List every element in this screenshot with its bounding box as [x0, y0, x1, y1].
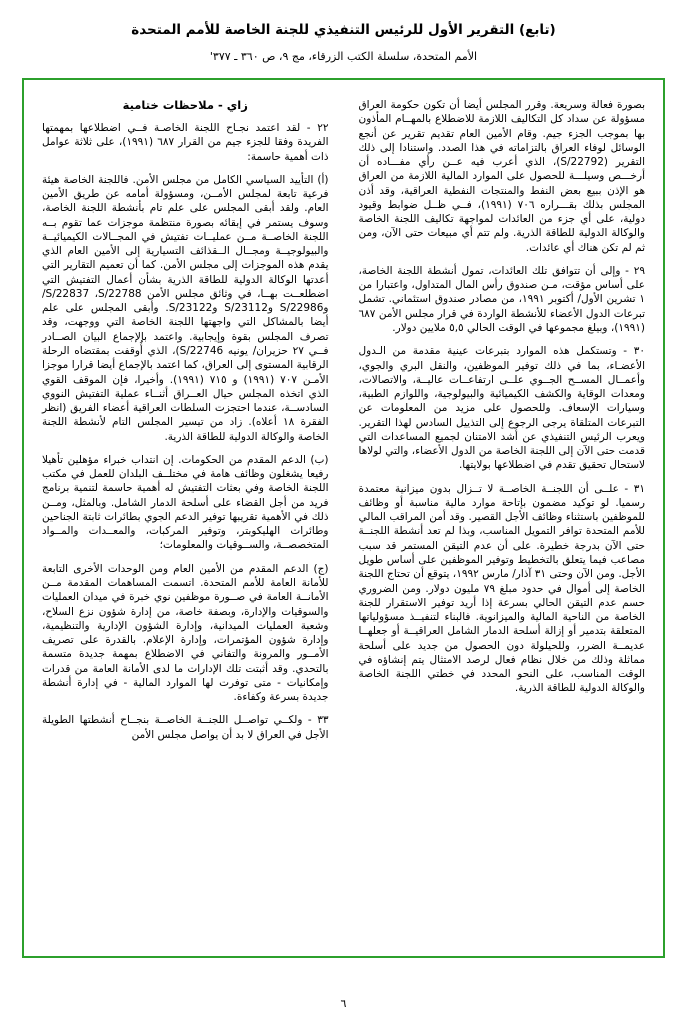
paragraph: ٢٩ - وإلى أن تتوافق تلك العائدات، تمول أنشطة اللجنة الخاصة، على أساس مؤقت، مـن صندوق رأس المال المتداول، واعتبارا من ١ تشرين الأول/ أكتوبر ١٩٩١، من مصادر صندوق استئماني. تشمل تبرعات الدول الأعضاء للأنشطة الواردة في قرار مجلس الأمن ٦٨٧ (١٩٩١)، وبيلغ مجموعها في الوقت الحالي ٥,٥ ملايين دولار. [358, 264, 645, 334]
paragraph: ٣٣ - ولكــي تواصــل اللجنــة الخاصــة بنجــاح أنشطتها الطويلة الأجل في العراق لا بد أن يواصل مجلس الأمن [42, 714, 329, 741]
paragraph: (ج) الدعم المقدم من الأمين العام ومن الوحدات الأخرى التابعة للأمانة العامة للأمم المتحدة. اتسمت المساهمات المقدمة مــن الأمانــة العامة في صــورة موظفين نوي خبرة في ميدان العمليات والسوقيات والإدارة، وبصفة خاصة، من إدارة شؤون نزع السلاح، وشعبة العمليات الميدانية، وإدارة الشؤون الإدارية والتنظيمية، وإدارة شؤون المؤتمرات، وإدارة الإعلام. بالقدرة على تصريف الأمــور والمرونة والتفاني في الاضطلاع بمهمة جديدة متسمة بالتحدي. وقد أثبتت تلك الإدارات ما لدى الأمانة العامة من قدرات وإمكانيات - متى توفرت لها الموارد المالية - في إدارة أنشطة جديدة بسرعة وكفاءة. [42, 562, 329, 704]
page-number: ٦ [340, 997, 347, 1010]
two-column-body [30, 84, 657, 952]
section-heading: زاي - ملاحظات ختامية [122, 98, 248, 112]
paragraph: ٢٢ - لقد اعتمد نجـاح اللجنة الخاصـة فــي اضطلاعها بمهمتها الفريدة وفقا للجزء جيم من القرار ٦٨٧ (١٩٩١)، على ثلاثة عوامل ذات أهمية حاسمة: [42, 122, 329, 163]
paragraph: (ب) الدعم المقدم من الحكومات. إن انتداب خبراء مؤهلين تأهيلا رفيعا يشغلون وظائف هامة في مختلــف البلدان للعمل في مكتب اللجنة الخاصة وفي بعثات التفتيش له أهمية حاسمة لتنمية برنامج فريد من أجل القضاء على أسلحة الدمار الشامل. وبالمثل، ومــن ذلك في الأهمية تقريبها توفير الدعم الجوي بطائرات ثابتة الجناحين وطائرات الهليكوبتر، وتوفير المركبات، والمعــدات والمــواد المتخصصــة، والســوقيات والمعلومات؛ [42, 453, 329, 552]
paragraph: ٣٠ - وتستكمل هذه الموارد بتبرعات عينية مقدمة من الـدول الأعضـاء، بما في ذلك توفير الموظفين، والنقل البري والجوي، وأعمــال المســح الجــوي علــى ارتفاعــات عاليــة، والاتصالات، ومعدات الوقاية والكشف الكيميائية والبيولوجية، واللوازم الطبية، وسيارات الإسعاف. وللحصول على مزيد من المعلومات عن التبرعات المتلقاة يرجى الرجوع إلى التذييل السادس لهذا التقرير. ويعرب الرئيس التنفيذي عن أشد الامتنان لجميع المساعدات التي قدمت حتى الآن إلى اللجنة الخاصة من الدول الأعضاء، والتي لولاها لاستحال تحقيق تقدم في اضطلاعها بولايتها. [358, 345, 645, 472]
paragraph: (أ) التأييد السياسي الكامل من مجلس الأمن. فاللجنة الخاصة هيئة فرعية تابعة لمجلس الأمــن، ومسؤولة أمامه عن طريق الأمين العام. ولقد أبقى المجلس على علم تام بأنشطة اللجنة الخاصة، وسوف يستمر في إبقائه بصورة منتظمة موجزات عما تقوم بــه اللجنة الخاصــة مــن عمليــات تفتيش في المجــالات الكيميائيــة والبيولوجيــة ومجــال الــقذائف التسيارية إلى الأمين العام الذي يقدم هذه الموجزات إلى مجلس الأمن. كما أن تعميم التقارير التي أعدتها الوكالة الدولية للطاقة الذرية بشأن أعمال التفتيش التي اضطلعــت بهــا، في وثائق مجلس الأمن S/22837 ،S/22788/ وS/22986 وS/23112 وS/23122. وأبقى المجلس على علم أيضا بالمشاكل التي واجهتها اللجنة الخاصة التي ووجهت، وقد تصرف المجلس بقوة وإيجابية. واعتمد بالإجماع البيان الصــادر فــي ٢٧ حزيران/ يونيه S/22746)، الذي أُوقفت بمقتضاه الرحلة الرقابية المستوى إلى العراق، كما اعتمد بالإجماع أيضا قرارا موجزا الأمـن ٧٠٧ (١٩٩١) و ٧١٥ (١٩٩١). وأخيرا، فإن الموقف القوي الذي اتخذه المجلس حيال العــراق أثنــاء عملية التفتيش النووي السادســة، عندما احتجزت السلطات العراقية أعضاء الفريق (انظر الفقرة ١٨ أعلاه). زاد من تيسير المجلس التام لأنشطة اللجنة الخاصة والوكالة الدولية للطاقة الذرية. [42, 173, 329, 443]
column-right [355, 98, 646, 942]
page-title: (تابع) التقرير الأول للرئيس التنفيذي للجنة الخاصة للأمم المتحدة [131, 22, 556, 38]
paragraph: ٣١ - علــى أن اللجنــة الخاصــة لا تــزال بدون ميزانية معتمدة رسميا. لو توكيد مضمون بإتاحة موارد مالية مناسبة أو وظائف للموظفين باستثناء وظائف الأجل القصير. وقد أمن المراقب المالي للأمم المتحدة توافر التمويل المناسب، وبذا لم تعد أنشطة اللجنــة حتى الآن بدرجة خطيرة. على أن عدم التيقن المستمر قد سبب مصاعب فيما يتعلق بالتخطيط وتوفير الموظفين على أساس طويل الأجل. ومن الآن وحتى ٣١ آذار/ مارس ١٩٩٢، يتوقع أن تحتاج اللجنة الخاصة إلى أموال في حدود مبلغ ٧٩ مليون دولار. ومن الضروري حسم عدم التيقن الحالي بسرعة إذا أريد توفير الاستقرار للجنة الخاصة من الناحية المالية والميزانوية. فالبناء لتنفيــذ مسؤولياتها المتعلقة بتدمير أو إزالة أسلحة الدمار الشامل العراقيــة أو جعلهــا عديمــة الضرر، وللحيلولة دون الحصول من جديد على أسلحة مماثلة وذلك من خلال نظام فعال لرصد الامتثال يتم إنشاؤه في الوقت المناسب، على النحو المحدد في خطتي اللجنة الخاصة والوكالة الدولية للطاقة الذرية. [358, 482, 646, 695]
page-subtitle: الأمم المتحدة، سلسلة الكتب الزرقاء، مج ٩، ص ٣٦٠ ـ ٣٧٧' [209, 50, 478, 64]
paragraph: بصورة فعالة وسريعة. وقرر المجلس أيضا أن تكون حكومة العراق مسؤولة عن سداد كل التكاليف اللازمة للاضطلاع بالمهــام المأذون بها بموجب الجزء جيم. وقام الأمين العام تقديم تقرير عن أنجع الوسائل لوفاء العراق بالتزاماته في هذا الصدد. واستنادا إلى ذلك التقرير (S/22792)، الذي أعرب فيه عــن رأي مفـــاده أن أرخـــص وسيلـــة للحصول على الموارد المالية اللازمة من العراق هو الإذن ببيع بعض النفط والمنتجات النفطية العراقية، وقد أذن المجلس بذلك بقـــراره ٧٠٦ (١٩٩١)، فــي ظــل ضوابط وقيود دولية، على أي جزء من العائدات لمواجهة تكاليف اللجنة الخاصة والوكالة الدولية للطاقة الذرية. ولم تتم أي مبيعات حتى الآن، ومن ثم لم تكن هناك أي عائدات. [358, 99, 645, 254]
column-left [42, 98, 333, 942]
